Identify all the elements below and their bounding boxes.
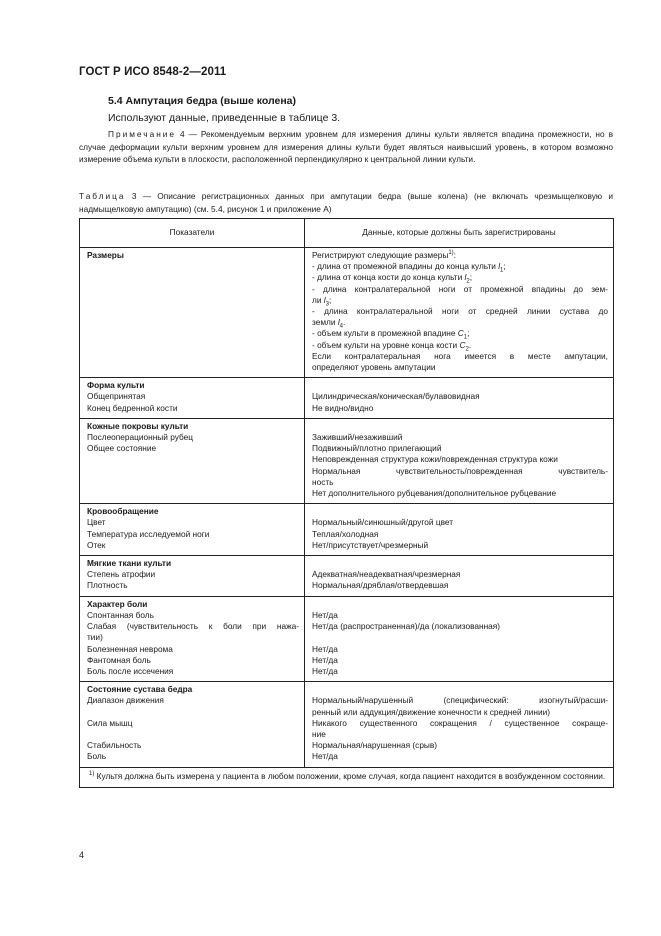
header-indicators: Показатели: [80, 219, 305, 248]
group-title: Характер боли: [87, 598, 148, 609]
group-value: Заживший/незаживший: [312, 432, 403, 443]
group-value: Никакого существенного сокращения / существенное сокраще-: [312, 717, 608, 728]
group-label: Стабильность: [87, 740, 142, 751]
note-prefix: Примечание: [108, 129, 177, 139]
group-title: Мягкие ткани культи: [87, 558, 172, 569]
group-value: Нет/да: [312, 665, 338, 676]
group-value: Не видно/видно: [312, 402, 374, 413]
size-c1: - объем культи в промежной впадине $C_1$;: [312, 328, 470, 342]
group-value: Нет/да: [312, 751, 338, 762]
group-value: Нет/да: [312, 609, 338, 620]
size-l3-line1: - длина контралатеральной ноги от промежной впадины до зем-: [312, 283, 608, 294]
group-value: Нет/да: [312, 654, 338, 665]
table-header-row: [80, 219, 614, 248]
table-caption-text: 3 — Описание регистрационных данных при ампутации бедра (выше колена) (не включать чрезмыщелковую и надмыщелковую ампутацию) (см. 5.4, рисунок 1 и приложение А): [79, 191, 614, 214]
group-label: Общепринятая: [87, 391, 146, 402]
group-value: ность: [312, 476, 334, 487]
group-label: Степень атрофии: [87, 569, 156, 580]
note-paragraph: [79, 128, 613, 166]
hip-joint-label-cell: [80, 682, 305, 767]
pain-label-cell: [80, 596, 305, 681]
group-value: Нет/присутствует/чрезмерный: [312, 539, 429, 550]
group-label: Болезненная неврома: [87, 643, 173, 654]
sizes-end-line1: Если контралатеральная нога имеется в месте ампутации,: [312, 350, 608, 361]
group-title: Состояние сустава бедра: [87, 684, 193, 695]
group-label: Послеоперационный рубец: [87, 432, 193, 443]
group-value: Нормальный/синюшный/другой цвет: [312, 517, 454, 528]
group-value: ренный или аддукция/движение конечности к средней линии): [312, 706, 551, 717]
soft-tissue-label-cell: [80, 556, 305, 597]
group-label: [87, 729, 299, 740]
group-title: Кровообращение: [87, 506, 159, 517]
size-l1: - длина от промежной впадины до конца культи $l_1$;: [312, 261, 506, 274]
page-number: 4: [79, 850, 85, 860]
skin-value-cell: [305, 418, 614, 503]
skin-label-cell: [80, 418, 305, 503]
group-value: Подвижный/плотно прилегающий: [312, 443, 442, 454]
size-l4-line2: земли $l_4$.: [312, 317, 346, 330]
group-label: Сила мышц: [87, 717, 133, 728]
group-label: Спонтанная боль: [87, 609, 154, 620]
size-l2: - длина от конца кости до конца культи $l_2$;: [312, 272, 473, 286]
sizes-label: Размеры: [87, 250, 124, 260]
table-row: [80, 378, 614, 419]
group-label: Температура исследуемой ноги: [87, 528, 210, 539]
section-text: Используют данные, приведенные в таблице 3.: [108, 112, 341, 124]
footnote-cell: [80, 767, 614, 787]
group-value: Нет дополнительного рубцевания/дополнительное рубцевание: [312, 488, 557, 499]
table-caption-prefix: Таблица: [79, 191, 126, 201]
group-value: Неповрежденная структура кожи/поврежденная структура кожи: [312, 454, 558, 465]
document-header: ГОСТ Р ИСО 8548-2—2011: [79, 66, 227, 78]
group-value: ние: [312, 728, 326, 739]
group-value: Нормальный/нарушенный (специфический: изогнутый/расши-: [312, 695, 608, 706]
group-value: Нет/да (распространенная)/да (локализованная): [312, 621, 501, 632]
group-value: Нормальная/дряблая/отвердевшая: [312, 580, 449, 591]
group-value: Адекватная/неадекватная/чрезмерная: [312, 569, 461, 580]
table-footnote-row: [80, 767, 614, 787]
group-label: Слабая (чувствительность к боли при нажа-: [87, 621, 299, 632]
stump-shape-label-cell: [80, 378, 305, 419]
group-label: Диапазон движения: [87, 695, 164, 706]
group-value: Теплая/холодная: [312, 528, 379, 539]
group-value: Нет/да: [312, 643, 338, 654]
footnote-text: Культя должна быть измерена у пациента в любом положении, кроме случая, когда пациент находится в возбужденном состоянии.: [96, 770, 606, 781]
group-label: Боль: [87, 751, 107, 762]
hip-joint-value-cell: [305, 682, 614, 767]
circulation-value-cell: [305, 504, 614, 556]
registration-table: [79, 218, 614, 788]
group-label: Конец бедренной кости: [87, 402, 178, 413]
group-value: Нормальная/нарушенная (срыв): [312, 740, 438, 751]
sizes-intro: Регистрируют следующие размеры$^{1)}$:: [312, 250, 456, 260]
group-value: [312, 632, 608, 643]
section-title: 5.4 Ампутация бедра (выше колена): [108, 95, 297, 107]
table-row: [80, 248, 614, 378]
group-label: тии): [87, 632, 103, 643]
group-value: Цилиндрическая/коническая/булавовидная: [312, 391, 480, 402]
group-label: Фантомная боль: [87, 654, 151, 665]
size-l4-line1: - длина контралатеральной ноги от средней линии сустава до: [312, 306, 608, 317]
sizes-end-line2: определяют уровень ампутации: [312, 362, 436, 373]
circulation-label-cell: [80, 504, 305, 556]
group-label: Цвет: [87, 517, 106, 528]
table-row: [80, 596, 614, 681]
group-label: Боль после иссечения: [87, 665, 174, 676]
footnote-mark: 1): [89, 770, 95, 777]
group-label: Общее состояние: [87, 443, 157, 454]
group-label: [87, 707, 299, 718]
pain-value-cell: [305, 596, 614, 681]
note-text: 4 — Рекомендуемым верхним уровнем для измерения длины культи является впадина промежности, но в случае деформации культи верхним уровнем для измерения длины культи будет являться наивысший уровень, в котором возможно измерение объема культи в плоскости, расположенной перпендикулярно к центральной линии культи.: [79, 129, 613, 165]
group-title: Форма культи: [87, 380, 145, 391]
group-label: Плотность: [87, 580, 128, 591]
table-row: [80, 682, 614, 767]
sizes-label-cell: [80, 248, 305, 378]
table-row: [80, 418, 614, 503]
table-caption: [79, 190, 613, 215]
size-l3-line2: ли $l_3$;: [312, 294, 332, 308]
header-data: Данные, которые должны быть зарегистрированы: [305, 219, 614, 248]
size-c2: - объем культи на уровне конца кости $C_2$.: [312, 339, 472, 353]
table-row: [80, 556, 614, 597]
group-title: Кожные покровы культи: [87, 420, 189, 431]
sizes-value-cell: [305, 248, 614, 378]
group-label: Отек: [87, 539, 106, 550]
stump-shape-value-cell: [305, 378, 614, 419]
group-value: Нормальная чувствительность/поврежденная чувствитель-: [312, 465, 608, 476]
soft-tissue-value-cell: [305, 556, 614, 597]
table-row: [80, 504, 614, 556]
